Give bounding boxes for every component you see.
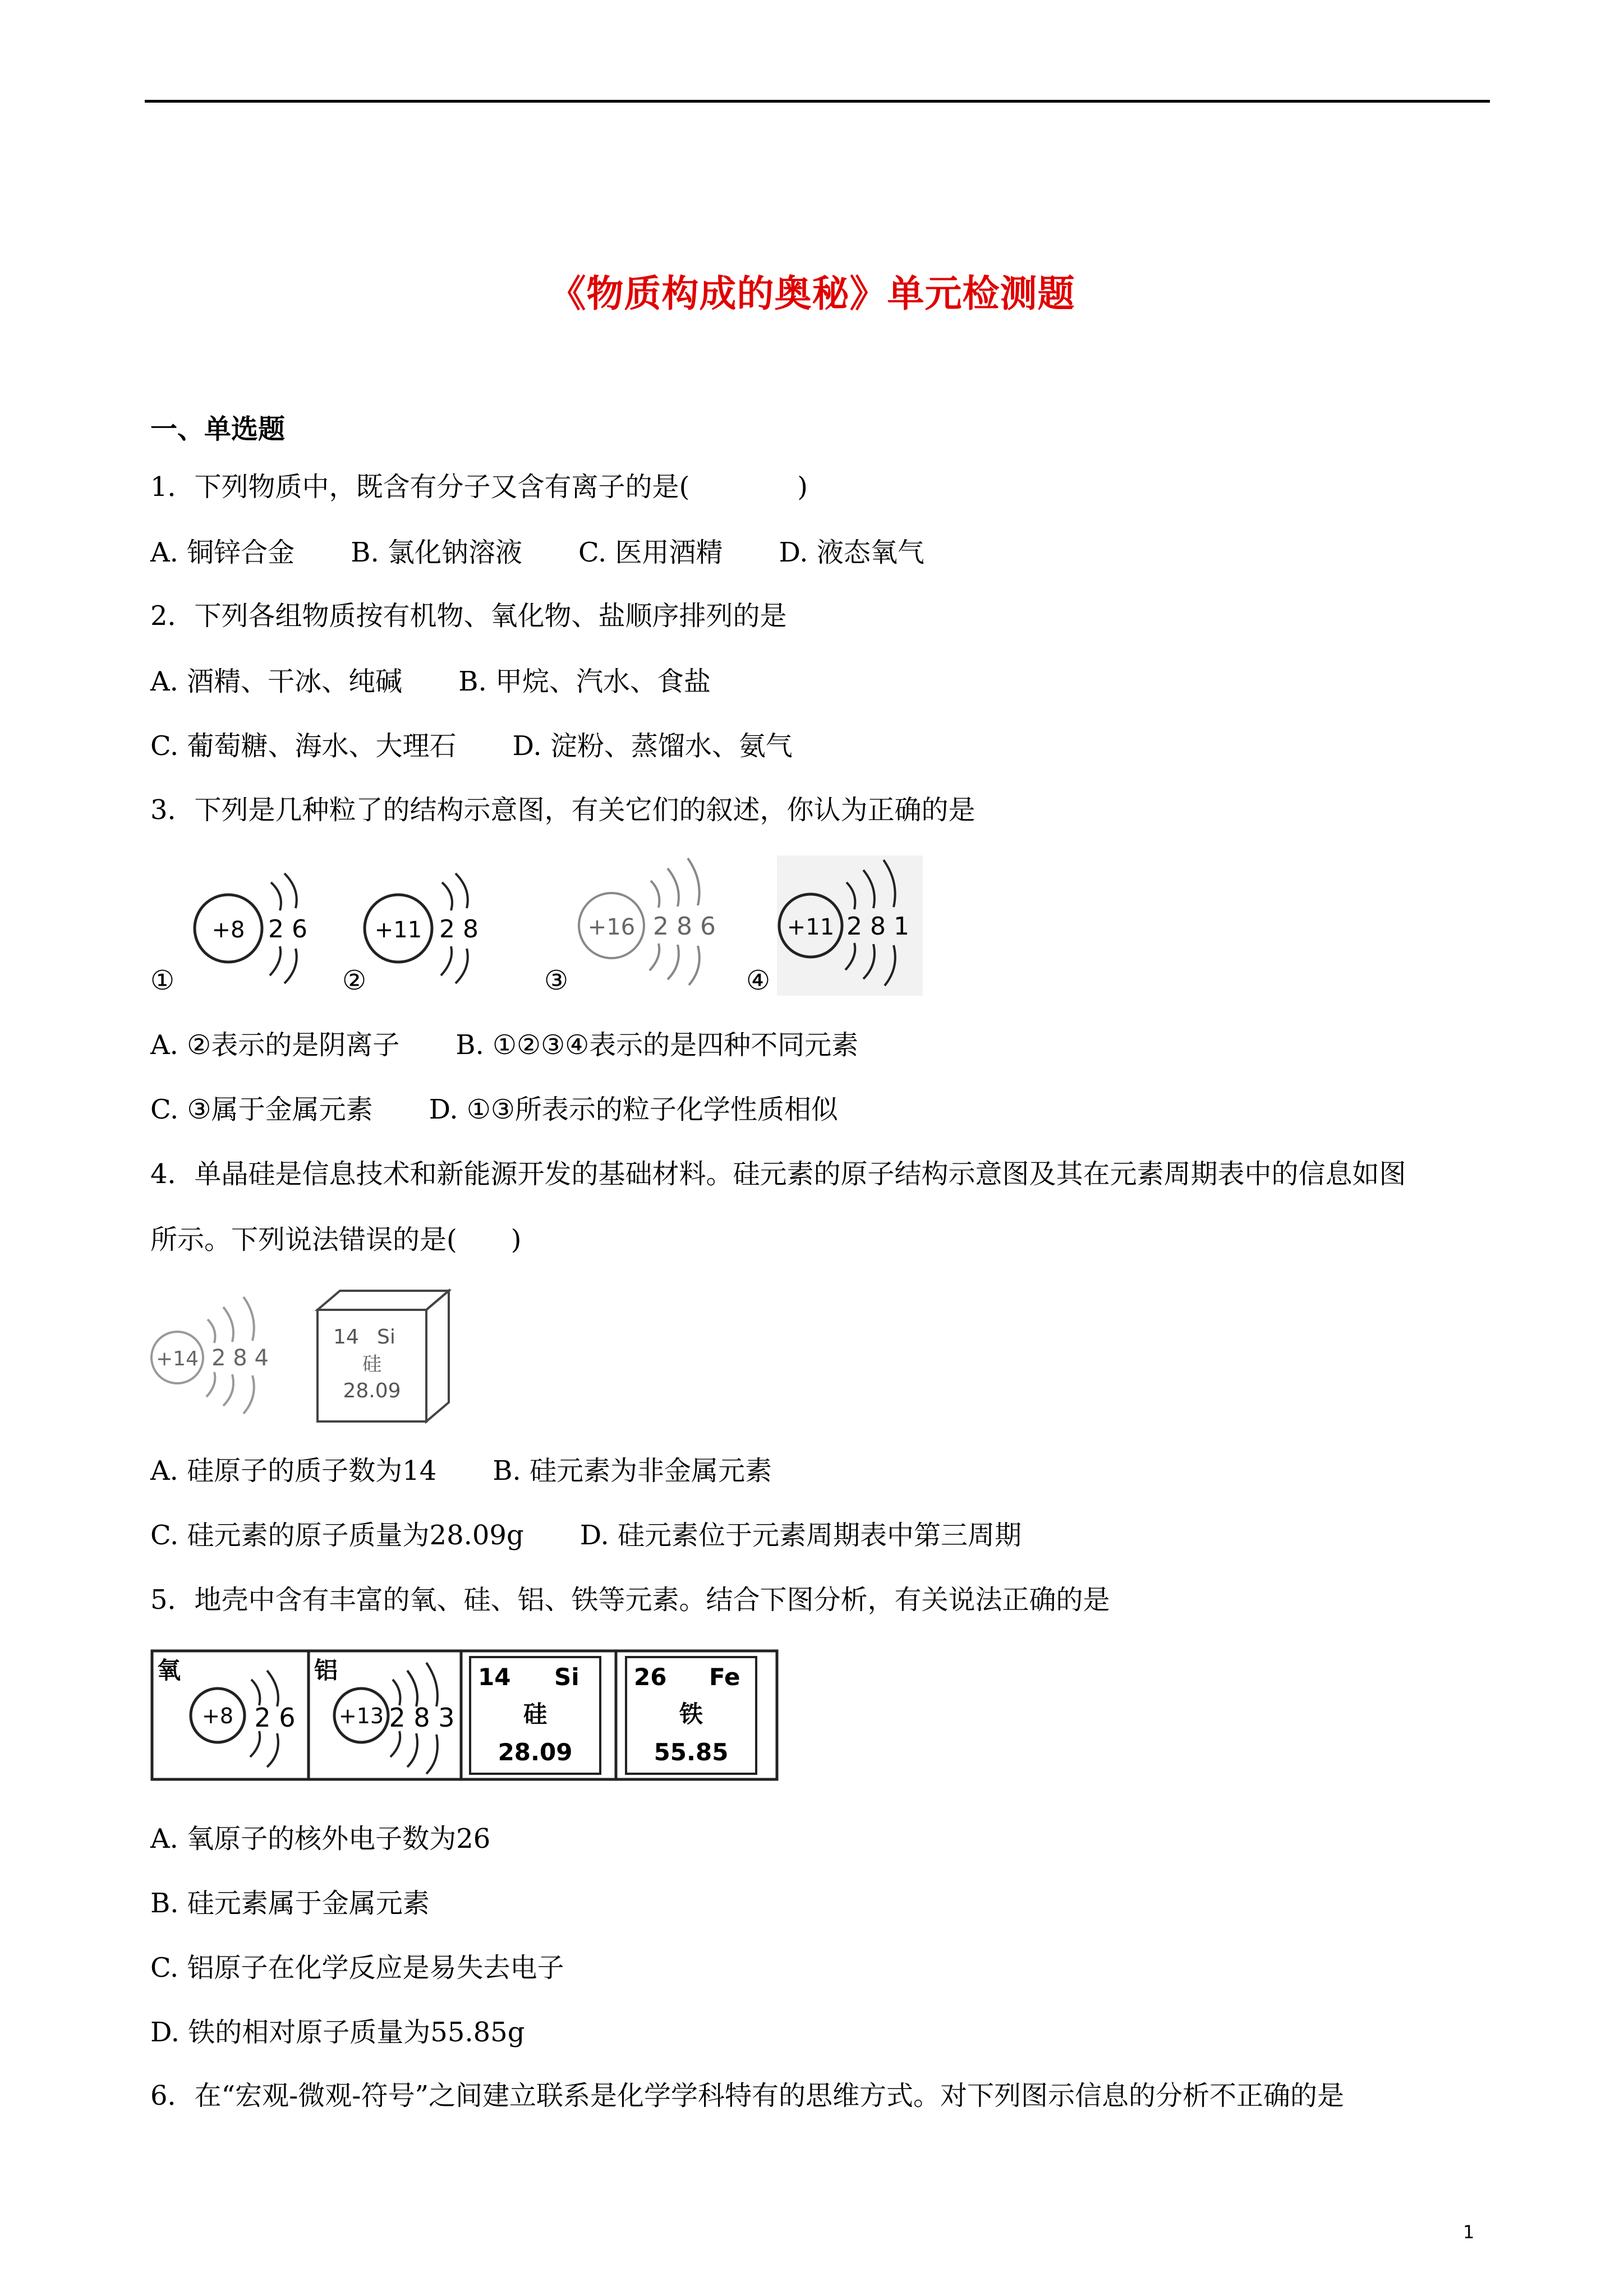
question-5-text: 5．地壳中含有丰富的氧、硅、铝、铁等元素。结合下图分析，有关说法正确的是	[150, 1584, 1110, 1616]
diagram-label-1: ①	[150, 965, 175, 996]
question-3-options-row2	[150, 1093, 838, 1126]
oxygen-nucleus: +8	[201, 1704, 234, 1728]
option-c: C. 硅元素的原子质量为28.09g	[150, 1520, 524, 1551]
option-d: D. 淀粉、蒸馏水、氨气	[512, 730, 793, 762]
section-heading: 一、单选题	[150, 413, 286, 445]
question-2-text: 2．下列各组物质按有机物、氧化物、盐顺序排列的是	[150, 600, 787, 632]
question-5-option-d: D. 铁的相对原子质量为55.85g	[150, 2017, 525, 2048]
option-c: C. ③属于金属元素	[150, 1094, 373, 1125]
iron-number: 26	[634, 1663, 667, 1691]
page-title: 《物质构成的奥秘》单元检测题	[549, 272, 1075, 315]
element-name: 硅	[362, 1353, 381, 1375]
oxygen-label: 氧	[157, 1657, 181, 1684]
question-4-options-row2	[150, 1519, 1022, 1552]
option-a: A. 硅原子的质子数为14	[150, 1455, 437, 1487]
diagram-label-4: ④	[746, 965, 771, 996]
page-number: 1	[1463, 2221, 1475, 2243]
question-1-text: 1．下列物质中，既含有分子又含有离子的是( )	[150, 471, 808, 503]
option-d: D. 硅元素位于元素周期表中第三周期	[579, 1520, 1022, 1551]
atom-diagram-1	[188, 861, 317, 996]
atom-diagram-4	[777, 855, 923, 996]
nucleus-label: +11	[786, 914, 835, 940]
question-5-option-a: A. 氧原子的核外电子数为26	[150, 1823, 491, 1855]
nucleus-label: +14	[156, 1347, 199, 1370]
question-3-text: 3．下列是几种粒了的结构示意图，有关它们的叙述，你认为正确的是	[150, 794, 976, 826]
atomic-mass: 28.09	[343, 1379, 401, 1402]
question-2-options-row1	[150, 665, 711, 698]
aluminum-label: 铝	[314, 1657, 338, 1684]
question-4-options-row1	[150, 1454, 772, 1488]
silicon-symbol: Si	[554, 1663, 579, 1691]
option-a: A. 酒精、干冰、纯碱	[150, 666, 403, 697]
silicon-periodic-cell	[314, 1287, 454, 1425]
diagram-label-3: ③	[544, 965, 569, 996]
atom-diagram-3	[578, 853, 757, 987]
option-c: C. 葡萄糖、海水、大理石	[150, 730, 457, 762]
silicon-name: 硅	[523, 1700, 548, 1728]
question-2-options-row2	[150, 729, 793, 763]
header-rule	[145, 100, 1490, 103]
option-b: B. 硅元素为非金属元素	[493, 1455, 772, 1487]
iron-mass: 55.85	[654, 1738, 729, 1766]
option-a: A. 铜锌合金	[150, 537, 295, 568]
option-c: C. 医用酒精	[578, 537, 723, 568]
question-4-text-line1: 4．单晶硅是信息技术和新能源开发的基础材料。硅元素的原子结构示意图及其在元素周期表中的信息如图	[150, 1158, 1406, 1190]
shell-electrons-label: 2 8 4	[211, 1345, 269, 1371]
atomic-number: 14	[333, 1326, 359, 1349]
option-b: B. ①②③④表示的是四种不同元素	[456, 1029, 859, 1061]
oxygen-shells: 2 6	[254, 1703, 296, 1733]
shell-electrons-label: 2 6	[268, 915, 307, 944]
silicon-number: 14	[478, 1663, 511, 1691]
iron-name: 铁	[679, 1700, 703, 1728]
shell-electrons-label: 2 8 1	[846, 912, 909, 941]
question-4-text-line2: 所示。下列说法错误的是( )	[150, 1224, 522, 1255]
shell-electrons-label: 2 8 6	[653, 912, 716, 941]
silicon-mass: 28.09	[498, 1738, 573, 1766]
option-b: B. 氯化钠溶液	[351, 537, 522, 568]
iron-symbol: Fe	[709, 1663, 740, 1691]
option-b: B. 甲烷、汽水、食盐	[458, 666, 711, 697]
silicon-atom-diagram	[150, 1285, 279, 1419]
element-symbol: Si	[377, 1326, 395, 1349]
element-info-figure	[150, 1649, 779, 1781]
nucleus-label: +16	[587, 914, 636, 940]
question-3-options-row1	[150, 1028, 858, 1062]
aluminum-nucleus: +13	[338, 1704, 384, 1728]
option-d: D. 液态氧气	[779, 537, 924, 568]
shell-electrons-label: 2 8	[439, 915, 479, 944]
question-6-text: 6．在“宏观-微观-符号”之间建立联系是化学学科特有的思维方式。对下列图示信息的分析不正确的是	[150, 2080, 1345, 2111]
question-5-option-b: B. 硅元素属于金属元素	[150, 1888, 430, 1919]
option-a: A. ②表示的是阴离子	[150, 1029, 400, 1061]
question-5-option-c: C. 铝原子在化学反应是易失去电子	[150, 1952, 564, 1984]
aluminum-shells: 2 8 3	[389, 1703, 455, 1733]
option-d: D. ①③所表示的粒子化学性质相似	[429, 1094, 838, 1125]
question-1-options	[150, 536, 924, 569]
diagram-label-2: ②	[342, 965, 367, 996]
nucleus-label: +8	[211, 917, 245, 943]
nucleus-label: +11	[374, 917, 422, 943]
